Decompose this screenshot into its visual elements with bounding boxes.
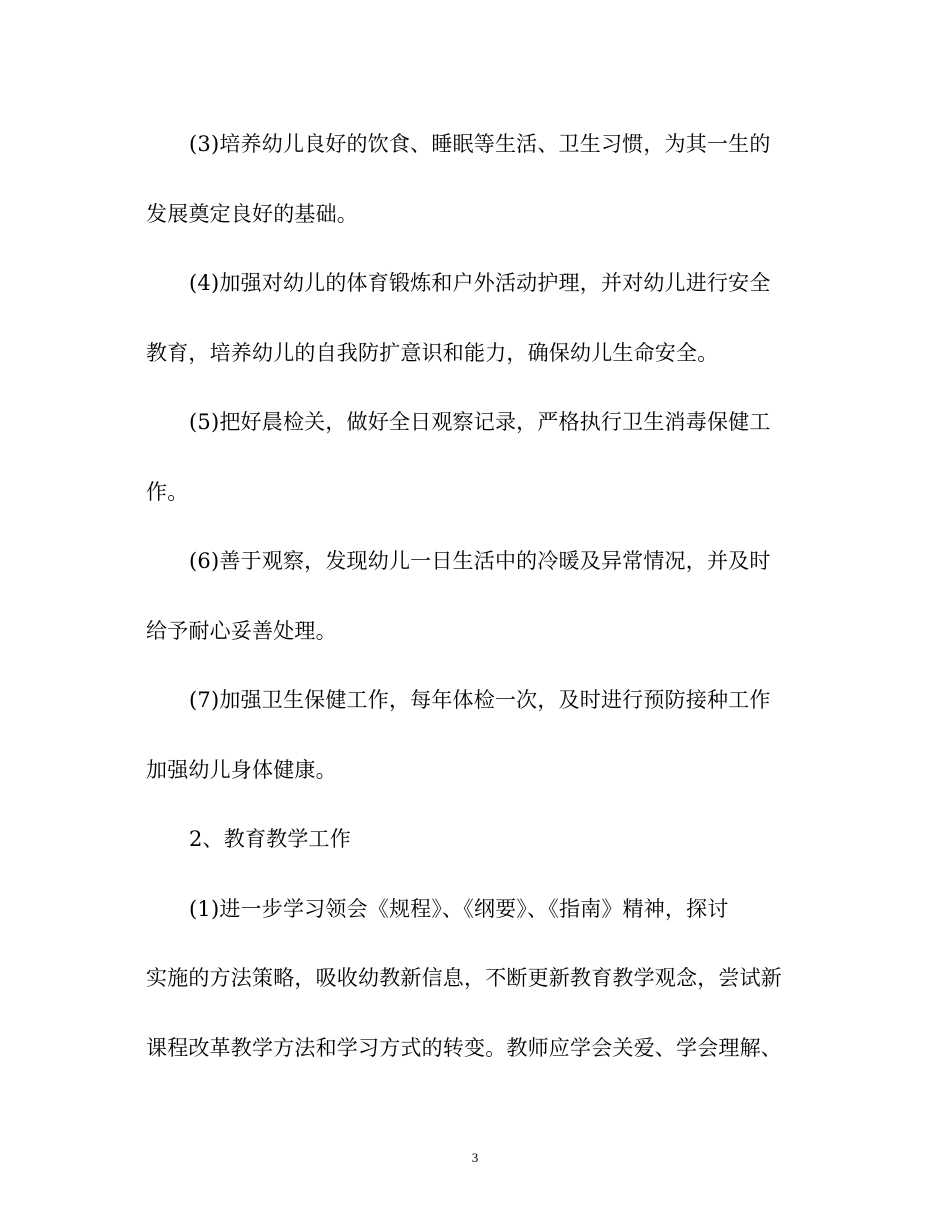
text-line: (5)把好晨检关，做好全日观察记录，严格执行卫生消毒保健工: [189, 410, 771, 434]
text-line: (3)培养幼儿良好的饮食、睡眠等生活、卫生习惯，为其一生的: [189, 132, 771, 156]
text-line: (1)进一步学习领会《规程》、《纲要》、《指南》精神，探讨: [189, 896, 729, 921]
text-line: (6)善于观察，发现幼儿一日生活中的冷暖及异常情况，并及时: [189, 549, 771, 573]
text-line: 给予耐心妥善处理。: [146, 618, 337, 643]
text-line: 作。: [146, 479, 189, 504]
text-line: 实施的方法策略，吸收幼教新信息，不断更新教育教学观念，尝试新: [146, 966, 782, 990]
document-body: [146, 118, 806, 1091]
text-line: (4)加强对幼儿的体育锻炼和户外活动护理，并对幼儿进行安全: [189, 271, 771, 295]
text-line: 教育，培养幼儿的自我防扩意识和能力，确保幼儿生命安全。: [146, 340, 719, 365]
page-number: 3: [471, 1150, 479, 1165]
text-line: 发展奠定良好的基础。: [146, 201, 358, 226]
section-heading: 2、教育教学工作: [189, 827, 351, 851]
text-line: 课程改革教学方法和学习方式的转变。教师应学会关爱、学会理解、: [146, 1035, 782, 1060]
text-line: 加强幼儿身体健康。: [146, 757, 337, 782]
text-line: (7)加强卫生保健工作，每年体检一次，及时进行预防接种工作: [189, 688, 771, 712]
